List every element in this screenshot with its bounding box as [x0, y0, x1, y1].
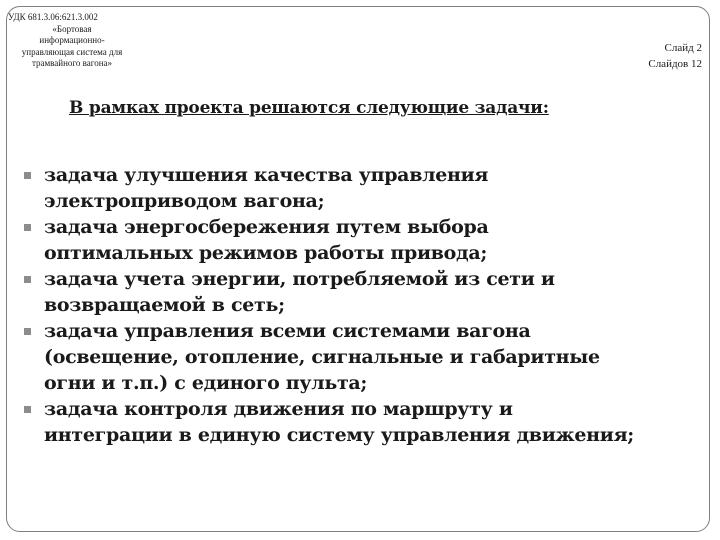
task-item — [22, 214, 702, 266]
slide-counter — [648, 40, 702, 72]
task-item — [22, 396, 702, 448]
udk-code: УДК 681.3.06:621.3.002 — [8, 12, 98, 22]
work-title-line: «Бортовая — [52, 23, 92, 34]
task-list — [22, 162, 702, 448]
task-line: задача контроля движения по маршруту и — [44, 398, 513, 420]
square-bullet-icon — [24, 406, 31, 413]
task-line: задача энергосбережения путем выбора — [44, 216, 489, 238]
work-title-line: информационно- — [39, 35, 105, 46]
task-line: интеграции в единую систему управления движения; — [44, 424, 635, 446]
udk-block — [2, 12, 142, 70]
work-title-line: управляющая система для — [21, 46, 123, 57]
task-line: задача управления всеми системами вагона — [44, 320, 531, 342]
task-line: возвращаемой в сеть; — [44, 294, 285, 316]
task-line: задача улучшения качества управления — [44, 164, 489, 186]
square-bullet-icon — [24, 276, 31, 283]
task-item — [22, 318, 702, 396]
square-bullet-icon — [24, 224, 31, 231]
slide-total: Слайдов 12 — [648, 58, 702, 70]
slide-number: Слайд 2 — [664, 42, 702, 54]
work-title-line: трамвайного вагона» — [31, 58, 113, 69]
square-bullet-icon — [24, 172, 31, 179]
task-line: оптимальных режимов работы привода; — [44, 242, 488, 264]
slide-title: В рамках проекта решаются следующие задачи: — [69, 98, 549, 118]
task-line: огни и т.п.) с единого пульта; — [44, 372, 368, 394]
task-line: задача учета энергии, потребляемой из сети и — [44, 268, 555, 290]
task-item — [22, 266, 702, 318]
task-line: (освещение, отопление, сигнальные и габаритные — [44, 346, 600, 368]
task-line: электроприводом вагона; — [44, 190, 325, 212]
task-item — [22, 162, 702, 214]
square-bullet-icon — [24, 328, 31, 335]
